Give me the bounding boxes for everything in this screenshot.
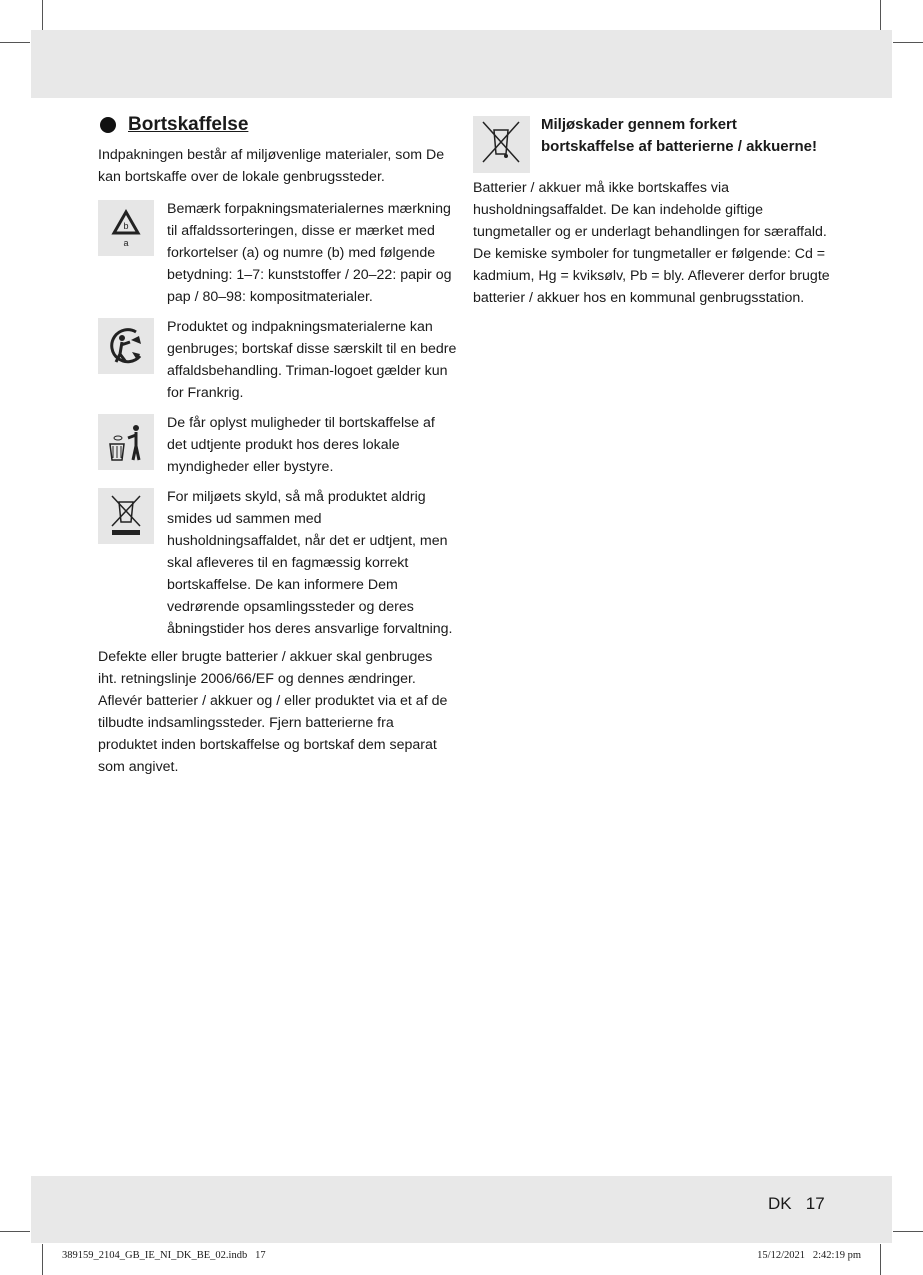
svg-text:b: b xyxy=(123,221,129,231)
page-num: 17 xyxy=(805,1194,825,1213)
recycling-triangle-icon xyxy=(98,200,154,256)
crop-mark xyxy=(893,42,923,43)
language-code: DK xyxy=(768,1194,792,1213)
tidyman-bin-icon xyxy=(98,414,154,470)
page-number xyxy=(768,1194,825,1214)
heading-text: Bortskaffelse xyxy=(128,114,249,135)
file-name: 389159_2104_GB_IE_NI_DK_BE_02.indb 17 xyxy=(62,1250,266,1261)
bullet-icon xyxy=(100,117,116,133)
battery-paragraph: Defekte eller brugte batterier / akkuer skal genbruges iht. retningslinje 2006/66/EF og dennes ændringer. Aflevér batterier / akkuer og / eller produktet via et af de tilbudte indsamlingssteder. Fjern batterierne fra produktet inden bortskaffelse og bortskaf dem separat som angivet. xyxy=(98,649,448,775)
crossed-bin-icon xyxy=(98,488,154,544)
item-text: For miljøets skyld, så må produktet aldrig smides ud sammen med husholdningsaffaldet, når det er udtjent, men skal afleveres til en fagmæssig korrekt bortskaffelse. De kan informere Dem vedrørende opsamlingssteder og deres åbningstider hos deres ansvarlige forvaltning. xyxy=(167,489,453,637)
crop-mark xyxy=(0,42,30,43)
info-item-triman xyxy=(98,316,458,404)
info-item-tidyman xyxy=(98,412,458,478)
crossed-bin-battery-icon xyxy=(473,116,530,173)
section-heading xyxy=(98,112,458,138)
warning-header xyxy=(473,114,833,173)
header-band xyxy=(31,30,892,98)
crop-mark xyxy=(893,1231,923,1232)
svg-text:a: a xyxy=(123,238,129,248)
item-text: De får oplyst muligheder til bortskaffelse af det udtjente produkt hos deres lokale myndigheder eller bystyre. xyxy=(167,415,435,475)
info-item-recycling xyxy=(98,198,458,308)
footer-band xyxy=(31,1176,892,1243)
print-timestamp: 15/12/2021 2:42:19 pm xyxy=(757,1250,861,1261)
warning-text: Batterier / akkuer må ikke bortskaffes via husholdningsaffaldet. De kan indeholde giftige tungmetaller og er underlagt behandlingen for særaffald. De kemiske symboler for tungmetaller er følgende: Cd = kadmium, Hg = kviksølv, Pb = bly. Afleverer derfor brugte batterier / akkuer hos en kommunal genbrugsstation. xyxy=(473,180,830,306)
crop-mark xyxy=(42,1244,43,1275)
warning-title: Miljøskader gennem forkert bortskaffelse af batterierne / akkuerne! xyxy=(541,116,817,155)
item-text: Produktet og indpakningsmaterialerne kan genbruges; bortskaf disse særskilt til en bedre affaldsbehandling. Triman-logoet gælder kun for Frankrig. xyxy=(167,319,457,401)
item-text: Bemærk forpakningsmaterialernes mærkning til affaldssorteringen, disse er mærket med forkortelser (a) og numre (b) med følgende betydning: 1–7: kunststoffer / 20–22: papir og pap / 80–98: kompositmaterialer. xyxy=(167,201,452,305)
info-item-weee xyxy=(98,486,458,640)
crop-mark xyxy=(880,0,881,30)
crop-mark xyxy=(0,1231,30,1232)
intro-text: Indpakningen består af miljøvenlige materialer, som De kan bortskaffe over de lokale genbrugssteder. xyxy=(98,147,445,185)
crop-mark xyxy=(880,1244,881,1275)
left-column xyxy=(98,112,458,778)
crop-mark xyxy=(42,0,43,30)
right-column xyxy=(473,114,833,309)
triman-logo-icon xyxy=(98,318,154,374)
